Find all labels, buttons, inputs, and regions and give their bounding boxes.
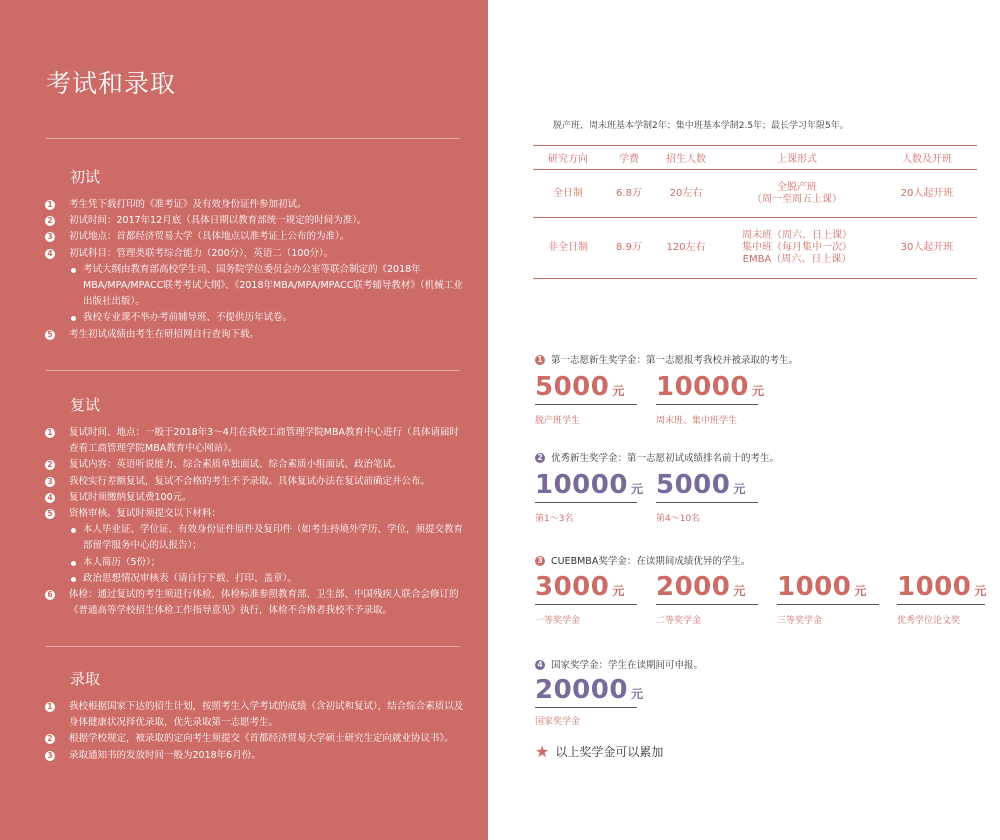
sub-item: 本人毕业证、学位证、有效身份证件原件及复印件（如考生持境外学历、学位，须提交教育部留学服务中心的认报告）；: [45, 522, 465, 554]
scholarship-heading: 3 CUEBMBA奖学金：在读期间成绩优异的学生。: [535, 553, 750, 567]
divider: [46, 370, 460, 371]
bullet-dot: [71, 316, 76, 321]
award-label: 三等奖学金: [777, 616, 823, 626]
award-amount: 20000 元: [535, 675, 637, 708]
award-label: 优秀学位论文奖: [897, 616, 961, 626]
bullet-dot: [71, 561, 76, 566]
retest-list: [45, 425, 465, 619]
table-cell: 30人起开班: [877, 218, 977, 279]
column-header: 学费: [603, 146, 655, 170]
bullet-dot: [71, 528, 76, 533]
list-item: 3 录取通知书的发放时间一般为2018年6月份。: [45, 748, 465, 764]
list-item: 2 根据学校规定，被录取的定向考生须提交《首都经济贸易大学硕士研究生定向就业协议书》。: [45, 731, 465, 747]
number-badge: 3: [45, 751, 55, 761]
footer-note: ★ 以上奖学金可以累加: [535, 742, 664, 761]
list-item: 5 资格审核。复试时须提交以下材料：: [45, 506, 465, 522]
number-badge: 2: [45, 216, 55, 226]
table-row: [533, 170, 977, 218]
number-badge: 4: [45, 249, 55, 259]
table-cell: 全日制: [533, 170, 603, 218]
study-intro: 脱产班、周末班基本学制2年；集中班基本学制2.5年；最长学习年限5年。: [553, 121, 849, 131]
list-item: 1 复试时间、地点：一般于2018年3～4月在我校工商管理学院MBA教育中心进行（具体请届时查看工商管理学院MBA教育中心网站）。: [45, 425, 465, 457]
award-label: 二等奖学金: [656, 616, 702, 626]
list-item: 6 体检：通过复试的考生须进行体检，体检标准参照教育部、卫生部、中国残疾人联合会修订的《普通高等学校招生体检工作指导意见》执行，体检不合格者我校不予录取。: [45, 587, 465, 619]
number-badge: 6: [45, 590, 55, 600]
table-cell: 周末班（周六、日上课） 集中班（每月集中一次） EMBA（周六、日上课）: [717, 218, 877, 279]
award-label: 第4～10名: [656, 514, 701, 524]
award-amount: 1000 元: [897, 572, 985, 605]
sub-item: 政治思想情况审核表（请自行下载、打印、盖章）。: [45, 571, 465, 587]
list-item: 3 初试地点：首都经济贸易大学（具体地点以准考证上公布的为准）。: [45, 229, 465, 245]
study-table: [533, 145, 977, 279]
star-icon: ★: [535, 742, 550, 761]
number-badge: 4: [45, 493, 55, 503]
award-label: 脱产班学生: [535, 416, 581, 426]
award-label: 国家奖学金: [535, 717, 581, 727]
award-amount: 1000 元: [777, 572, 879, 605]
number-badge: 2: [535, 453, 545, 463]
retest-title: 复试: [70, 396, 101, 414]
number-badge: 4: [535, 660, 545, 670]
award-amount: 5000 元: [535, 372, 637, 405]
list-item: 2 复试内容：英语听说能力、综合素质单独面试、综合素质小组面试、政治笔试。: [45, 457, 465, 473]
award-label: 第1～3名: [535, 514, 574, 524]
table-cell: 全脱产班 （周一至周五上课）: [717, 170, 877, 218]
award-label: 周末班、集中班学生: [656, 416, 738, 426]
number-badge: 1: [45, 428, 55, 438]
award-amount: 3000 元: [535, 572, 637, 605]
number-badge: 1: [45, 200, 55, 210]
divider: [46, 646, 460, 647]
admission-list: [45, 699, 465, 764]
number-badge: 3: [535, 556, 545, 566]
column-header: 人数及开班: [877, 146, 977, 170]
scholarship-heading: 4 国家奖学金：学生在读期间可申报。: [535, 657, 703, 671]
number-badge: 3: [45, 477, 55, 487]
divider: [46, 138, 460, 139]
column-header: 招生人数: [655, 146, 717, 170]
list-item: 1 我校根据国家下达的招生计划，按照考生入学考试的成绩（含初试和复试），结合综合素质以及身体健康状况择优录取，优先录取第一志愿考生。: [45, 699, 465, 731]
award-label: 一等奖学金: [535, 616, 581, 626]
number-badge: 1: [45, 702, 55, 712]
table-header-row: [533, 146, 977, 170]
scholarship-heading: 1 第一志愿新生奖学金：第一志愿报考我校并被录取的考生。: [535, 352, 798, 366]
table-row: [533, 218, 977, 279]
number-badge: 3: [45, 232, 55, 242]
sub-item: 我校专业课不举办考前辅导班、不提供历年试卷。: [45, 310, 465, 326]
table-cell: 20人起开班: [877, 170, 977, 218]
list-item: 4 初试科目：管理类联考综合能力（200分），英语二（100分）。: [45, 246, 465, 262]
list-item: 3 我校实行差额复试，复试不合格的考生不予录取。具体复试办法在复试前确定并公布。: [45, 474, 465, 490]
exam-title: 考试和录取: [46, 69, 177, 98]
list-item: 2 初试时间：2017年12月底（具体日期以教育部统一规定的时间为准）。: [45, 213, 465, 229]
number-badge: 1: [535, 355, 545, 365]
number-badge: 2: [45, 460, 55, 470]
initial-title: 初试: [70, 168, 101, 186]
left-panel: [0, 0, 488, 840]
number-badge: 5: [45, 330, 55, 340]
sub-item: 考试大纲由教育部高校学生司、国务院学位委员会办公室等联合制定的《2018年MBA/MPA/MPACC联考考试大纲》、《2018年MBA/MPA/MPACC联考辅导教材》（机械工业出版社出版）。: [45, 262, 465, 311]
award-amount: 10000 元: [656, 372, 758, 405]
table-cell: 8.9万: [603, 218, 655, 279]
sub-item: 本人简历（5份）；: [45, 555, 465, 571]
table-cell: 20左右: [655, 170, 717, 218]
list-item: 4 复试时须缴纳复试费100元。: [45, 490, 465, 506]
table-cell: 120左右: [655, 218, 717, 279]
list-item: 5 考生初试成绩由考生在研招网自行查询下载。: [45, 327, 465, 343]
number-badge: 5: [45, 509, 55, 519]
bullet-dot: [71, 577, 76, 582]
column-header: 上课形式: [717, 146, 877, 170]
table-cell: 非全日制: [533, 218, 603, 279]
list-item: 1 考生凭下载打印的《准考证》及有效身份证件参加初试。: [45, 197, 465, 213]
scholarship-heading: 2 优秀新生奖学金：第一志愿初试成绩排名前十的考生。: [535, 450, 779, 464]
table-cell: 6.8万: [603, 170, 655, 218]
award-amount: 5000 元: [656, 470, 758, 503]
award-amount: 2000 元: [656, 572, 758, 605]
column-header: 研究方向: [533, 146, 603, 170]
bullet-dot: [71, 268, 76, 273]
number-badge: 2: [45, 734, 55, 744]
admission-title: 录取: [70, 670, 101, 688]
award-amount: 10000 元: [535, 470, 637, 503]
initial-list: [45, 197, 465, 343]
